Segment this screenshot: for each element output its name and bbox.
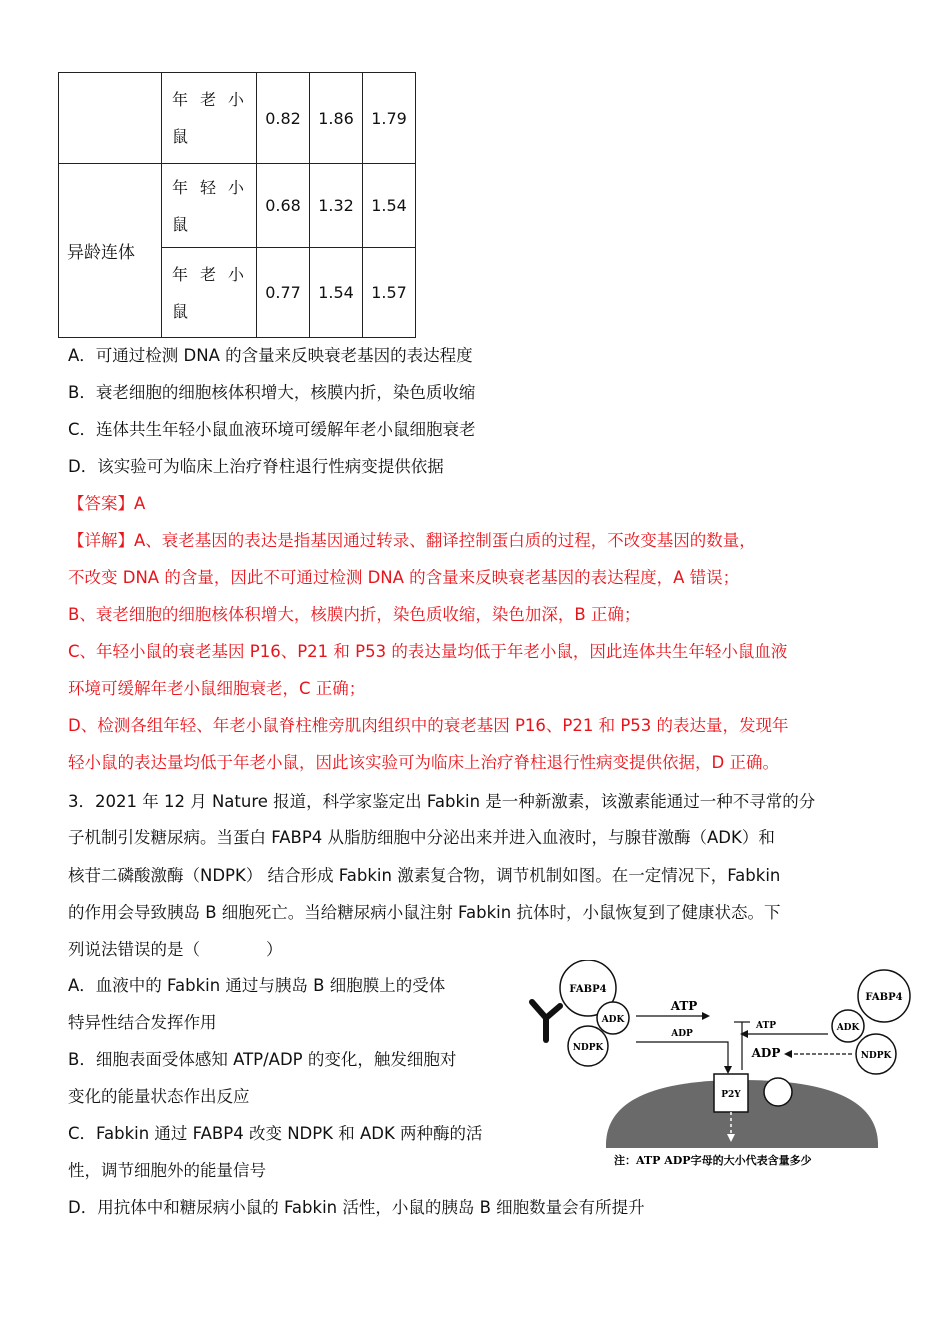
answer: 【答案】A xyxy=(68,494,146,513)
value-cell: 0.77 xyxy=(257,248,310,338)
mouse-cell xyxy=(162,164,257,248)
mouse-label-b: 鼠 xyxy=(172,214,201,234)
arrow-head xyxy=(784,1050,792,1058)
mouse-label-a: 年老小 xyxy=(172,90,257,109)
atp-small-label: ATP xyxy=(756,1021,776,1031)
arrow-head xyxy=(740,1030,748,1038)
group-cell: 异龄连体 xyxy=(59,164,162,338)
value-cell: 1.86 xyxy=(310,73,363,164)
value-cell: 0.82 xyxy=(257,73,310,164)
mouse-label-b: 鼠 xyxy=(172,301,201,321)
q2-option-b: B．衰老细胞的细胞核体积增大，核膜内折，染色质收缩 xyxy=(68,383,476,402)
q3-option-b-cont: 变化的能量状态作出反应 xyxy=(68,1087,250,1106)
mouse-label-a: 年轻小 xyxy=(172,177,257,197)
adp-big-label: ADP xyxy=(751,1046,781,1060)
mouse-label-b: 鼠 xyxy=(172,127,201,146)
q3-option-d: D．用抗体中和糖尿病小鼠的 Fabkin 活性，小鼠的胰岛 B 细胞数量会有所提升 xyxy=(68,1198,645,1217)
arrow-head xyxy=(702,1012,710,1020)
q3-stem-line: 子机制引发糖尿病。当蛋白 FABP4 从脂肪细胞中分泌出来并进入血液时，与腺苷激酶（ADK）和 xyxy=(68,828,775,847)
q3-option-c-cont: 性，调节细胞外的能量信号 xyxy=(68,1161,266,1180)
q3-option-b: B．细胞表面受体感知 ATP/ADP 的变化，触发细胞对 xyxy=(68,1050,457,1069)
group-cell xyxy=(59,73,162,164)
atp-big-label: ATP xyxy=(670,999,698,1013)
detail-line: 环境可缓解年老小鼠细胞衰老，C 正确； xyxy=(68,679,366,698)
fabp4-left-label: FABP4 xyxy=(569,984,607,995)
detail-line: 轻小鼠的表达量均低于年老小鼠，因此该实验可为临床上治疗脊柱退行性病变提供依据，D 正确。 xyxy=(68,753,779,772)
value-cell: 1.79 xyxy=(363,73,416,164)
detail-line: 不改变 DNA 的含量，因此不可通过检测 DNA 的含量来反映衰老基因的表达程度，A 错误； xyxy=(68,568,740,587)
membrane-protein-circle xyxy=(764,1078,792,1106)
mouse-cell xyxy=(162,248,257,338)
q3-stem-line: 核苷二磷酸激酶（NDPK） 结合形成 Fabkin 激素复合物，调节机制如图。在一定情况下，Fabkin xyxy=(68,866,781,885)
mouse-cell xyxy=(162,73,257,164)
cell-base xyxy=(606,1142,878,1148)
value-cell: 1.32 xyxy=(310,164,363,248)
data-table xyxy=(58,72,416,338)
detail-line: 【详解】A、衰老基因的表达是指基因通过转录、翻译控制蛋白质的过程，不改变基因的数量， xyxy=(68,531,756,550)
q3-stem-line: 的作用会导致胰岛 B 细胞死亡。当给糖尿病小鼠注射 Fabkin 抗体时，小鼠恢复到了健康状态。下 xyxy=(68,903,781,922)
adp-small-label: ADP xyxy=(671,1029,693,1039)
value-cell: 1.54 xyxy=(310,248,363,338)
adk-left-label: ADK xyxy=(601,1015,625,1025)
value-cell: 1.54 xyxy=(363,164,416,248)
fabkin-mechanism-figure xyxy=(522,960,912,1172)
q3-option-a: A．血液中的 Fabkin 通过与胰岛 B 细胞膜上的受体 xyxy=(68,976,446,995)
value-cell: 1.57 xyxy=(363,248,416,338)
p2y-label: P2Y xyxy=(721,1090,741,1100)
ndpk-right-label: NDPK xyxy=(860,1051,892,1061)
q3-option-c: C．Fabkin 通过 FABP4 改变 NDPK 和 ADK 两种酶的活 xyxy=(68,1124,483,1143)
fabp4-right-label: FABP4 xyxy=(865,992,903,1003)
q2-option-a: A．可通过检测 DNA 的含量来反映衰老基因的表达程度 xyxy=(68,346,473,365)
detail-line: C、年轻小鼠的衰老基因 P16、P21 和 P53 的表达量均低于年老小鼠，因此连体共生年轻小鼠血液 xyxy=(68,642,788,661)
antibody-icon xyxy=(532,1002,560,1040)
q2-option-c: C．连体共生年轻小鼠血液环境可缓解年老小鼠细胞衰老 xyxy=(68,420,476,439)
arrow-head xyxy=(724,1066,732,1074)
adk-right-label: ADK xyxy=(836,1023,860,1033)
q3-stem-line: 3．2021 年 12 月 Nature 报道，科学家鉴定出 Fabkin 是一种新激素，该激素能通过一种不寻常的分 xyxy=(68,792,816,811)
q2-option-d: D．该实验可为临床上治疗脊柱退行性病变提供依据 xyxy=(68,457,444,476)
value-cell: 0.68 xyxy=(257,164,310,248)
mouse-label-a: 年老小 xyxy=(172,264,257,284)
table-row xyxy=(59,73,416,164)
detail-line: B、衰老细胞的细胞核体积增大，核膜内折，染色质收缩，染色加深，B 正确； xyxy=(68,605,641,624)
q3-stem-line: 列说法错误的是（ ） xyxy=(68,940,283,959)
ndpk-left-label: NDPK xyxy=(572,1043,604,1053)
detail-line: D、检测各组年轻、年老小鼠脊柱椎旁肌肉组织中的衰老基因 P16、P21 和 P53 的表达量，发现年 xyxy=(68,716,789,735)
table-row xyxy=(59,164,416,248)
figure-note: 注：ATP ADP字母的大小代表含量多少 xyxy=(614,1154,812,1167)
q3-option-a-cont: 特异性结合发挥作用 xyxy=(68,1013,217,1032)
